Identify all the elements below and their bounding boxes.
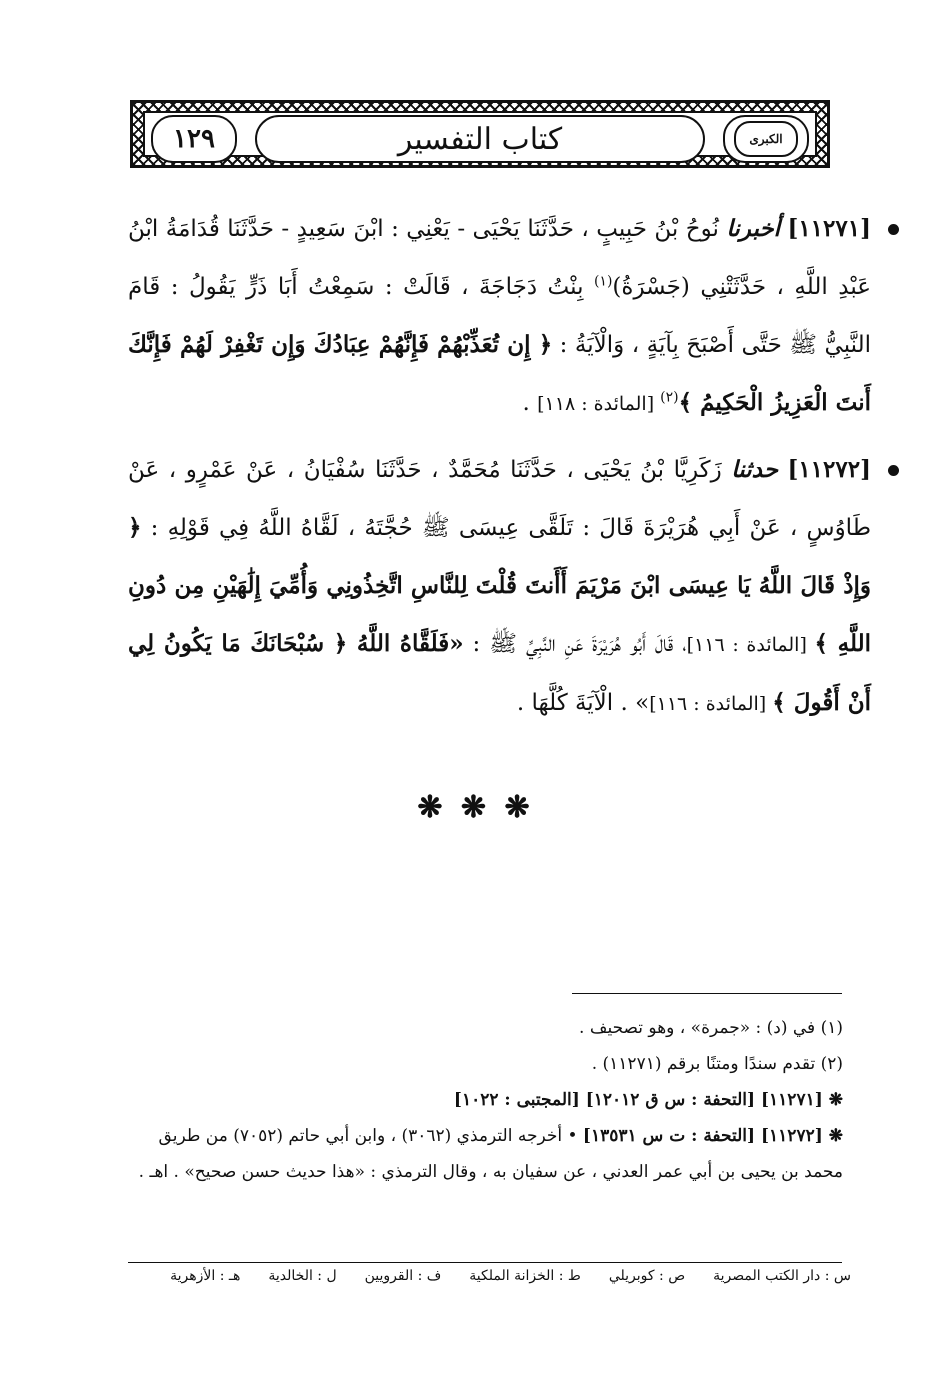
- legend-item: ط : الخزانة الملكية: [469, 1268, 581, 1284]
- hadith-intro: أخبرنا: [726, 215, 780, 242]
- footnote-marker: (٢): [660, 389, 679, 406]
- logo-ring: [734, 121, 798, 157]
- legend-item: هـ : الأزهرية: [170, 1268, 241, 1284]
- header-frame: [143, 111, 817, 157]
- takhrij-ref: [١١٢٧١] [التحفة : س ق ١٢٠١٢] [المجتبى : ١٠٢٢]: [453, 1090, 823, 1110]
- footnotes: [128, 1010, 843, 1190]
- chapter-title: كتاب التفسير: [255, 115, 705, 163]
- quran-verse: ﴿ وَإِذْ قَالَ اللَّهُ يَا عِيسَى ابْنَ مَرْيَمَ أَأَنتَ قُلْتَ لِلنَّاسِ اتَّخِذُونِي وَأُمِّيَ إِلَٰهَيْنِ مِن دُونِ اللَّهِ ﴾: [128, 514, 872, 657]
- footnote-marker: (١): [593, 273, 613, 290]
- footnote-divider: [572, 993, 842, 994]
- hadith-text: ، قَالَ أَبُو هُرَيْرَةَ عَنِ النَّبِيِّ ﷺ :: [463, 631, 687, 657]
- book-logo: [723, 115, 809, 163]
- logo-text: الكبرى: [749, 132, 783, 146]
- quran-verse: «فَلَقَّاهُ اللَّهُ ﴿ سُبْحَانَكَ مَا يَكُونُ لِي أَنْ أَقُولَ ﴾: [128, 630, 871, 716]
- legend-divider: [128, 1262, 842, 1263]
- hadith-text: زَكَرِيَّا بْنُ يَحْيَى ، حَدَّثَنَا مُحَمَّدٌ ، حَدَّثَنَا سُفْيَانُ ، عَنْ عَمْرٍو ، عَنْ طَاوُسٍ ، عَنْ أَبِي هُرَيْرَةَ قَالَ : تَلَقَّى عِيسَى ﷺ حُجَّتَهُ ، لَقَّاهُ اللَّهُ فِي قَوْلِهِ :: [128, 457, 871, 541]
- hadith-text: بِنْتُ دَجَاجَةَ ، قَالَتْ : سَمِعْتُ أَبَا ذَرٍّ يَقُولُ : قَامَ النَّبِيُّ ﷺ حَتَّى أَصْبَحَ بِآيَةٍ ، وَالْآيَةُ :: [128, 274, 871, 358]
- verse-reference: [المائدة : ١١٦]: [649, 693, 773, 715]
- hadith-paragraph: [128, 441, 871, 733]
- section-separator: ❋ ❋ ❋: [417, 790, 534, 825]
- hadith-text: نُوحُ بْنُ حَبِيبٍ ، حَدَّثَنَا يَحْيَى - يَعْنِي : ابْنَ سَعِيدٍ - حَدَّثَنَا قُدَامَةُ ابْنُ عَبْدِ اللَّهِ ، حَدَّثَتْنِي (جَسْرَةُ): [128, 216, 871, 300]
- verse-reference: [المائدة : ١١٨]: [537, 393, 661, 415]
- hadith-paragraph: [128, 200, 871, 433]
- takhrij-2: [128, 1118, 843, 1190]
- footnote-1: (١) في (د) : «جمرة» ، وهو تصحيف .: [579, 1018, 843, 1038]
- bullet-dot: [888, 465, 899, 476]
- main-text: [128, 200, 871, 741]
- hadith-text-end: .: [522, 390, 538, 416]
- page-header: [130, 100, 830, 168]
- legend-item: ل : الخالدية: [268, 1268, 337, 1284]
- hadith-number: [١١٢٧١]: [787, 215, 871, 242]
- hadith-intro: حدثنا: [731, 456, 778, 483]
- star-icon: ❋: [828, 1090, 843, 1110]
- hadith-number: [١١٢٧٢]: [787, 456, 871, 483]
- verse-reference: [المائدة : ١١٦]: [686, 634, 815, 656]
- page-number: ١٢٩: [151, 115, 237, 163]
- manuscript-legend: [128, 1268, 851, 1284]
- legend-item: ف : القرويين: [364, 1268, 442, 1284]
- quran-verse: ﴿ إِن تُعَذِّبْهُمْ فَإِنَّهُمْ عِبَادُكَ وَإِن تَغْفِرْ لَهُمْ فَإِنَّكَ أَنتَ الْعَزِيزُ الْحَكِيمُ ﴾: [128, 331, 871, 416]
- star-icon: ❋: [828, 1126, 843, 1146]
- hadith-text-end: » . الْآيَةَ كُلَّهَا .: [516, 690, 650, 716]
- takhrij-ref: [١١٢٧٢] [التحفة : ت س ١٣٥٣١]: [582, 1126, 823, 1146]
- bullet-dot: [888, 224, 899, 235]
- legend-item: س : دار الكتب المصرية: [713, 1268, 851, 1284]
- footnote-2: (٢) تقدم سندًا ومتنًا برقم (١١٢٧١) .: [591, 1054, 843, 1074]
- legend-item: ص : كوبريلي: [608, 1268, 686, 1284]
- takhrij-text: • أخرجه الترمذي (٣٠٦٢) ، وابن أبي حاتم (٧٠٥٢) من طريق محمد بن يحيى بن أبي عمر العدني ، عن سفيان به ، وقال الترمذي : «هذا حديث حسن صحيح» . اهـ .: [138, 1126, 843, 1182]
- takhrij-1: [128, 1082, 843, 1118]
